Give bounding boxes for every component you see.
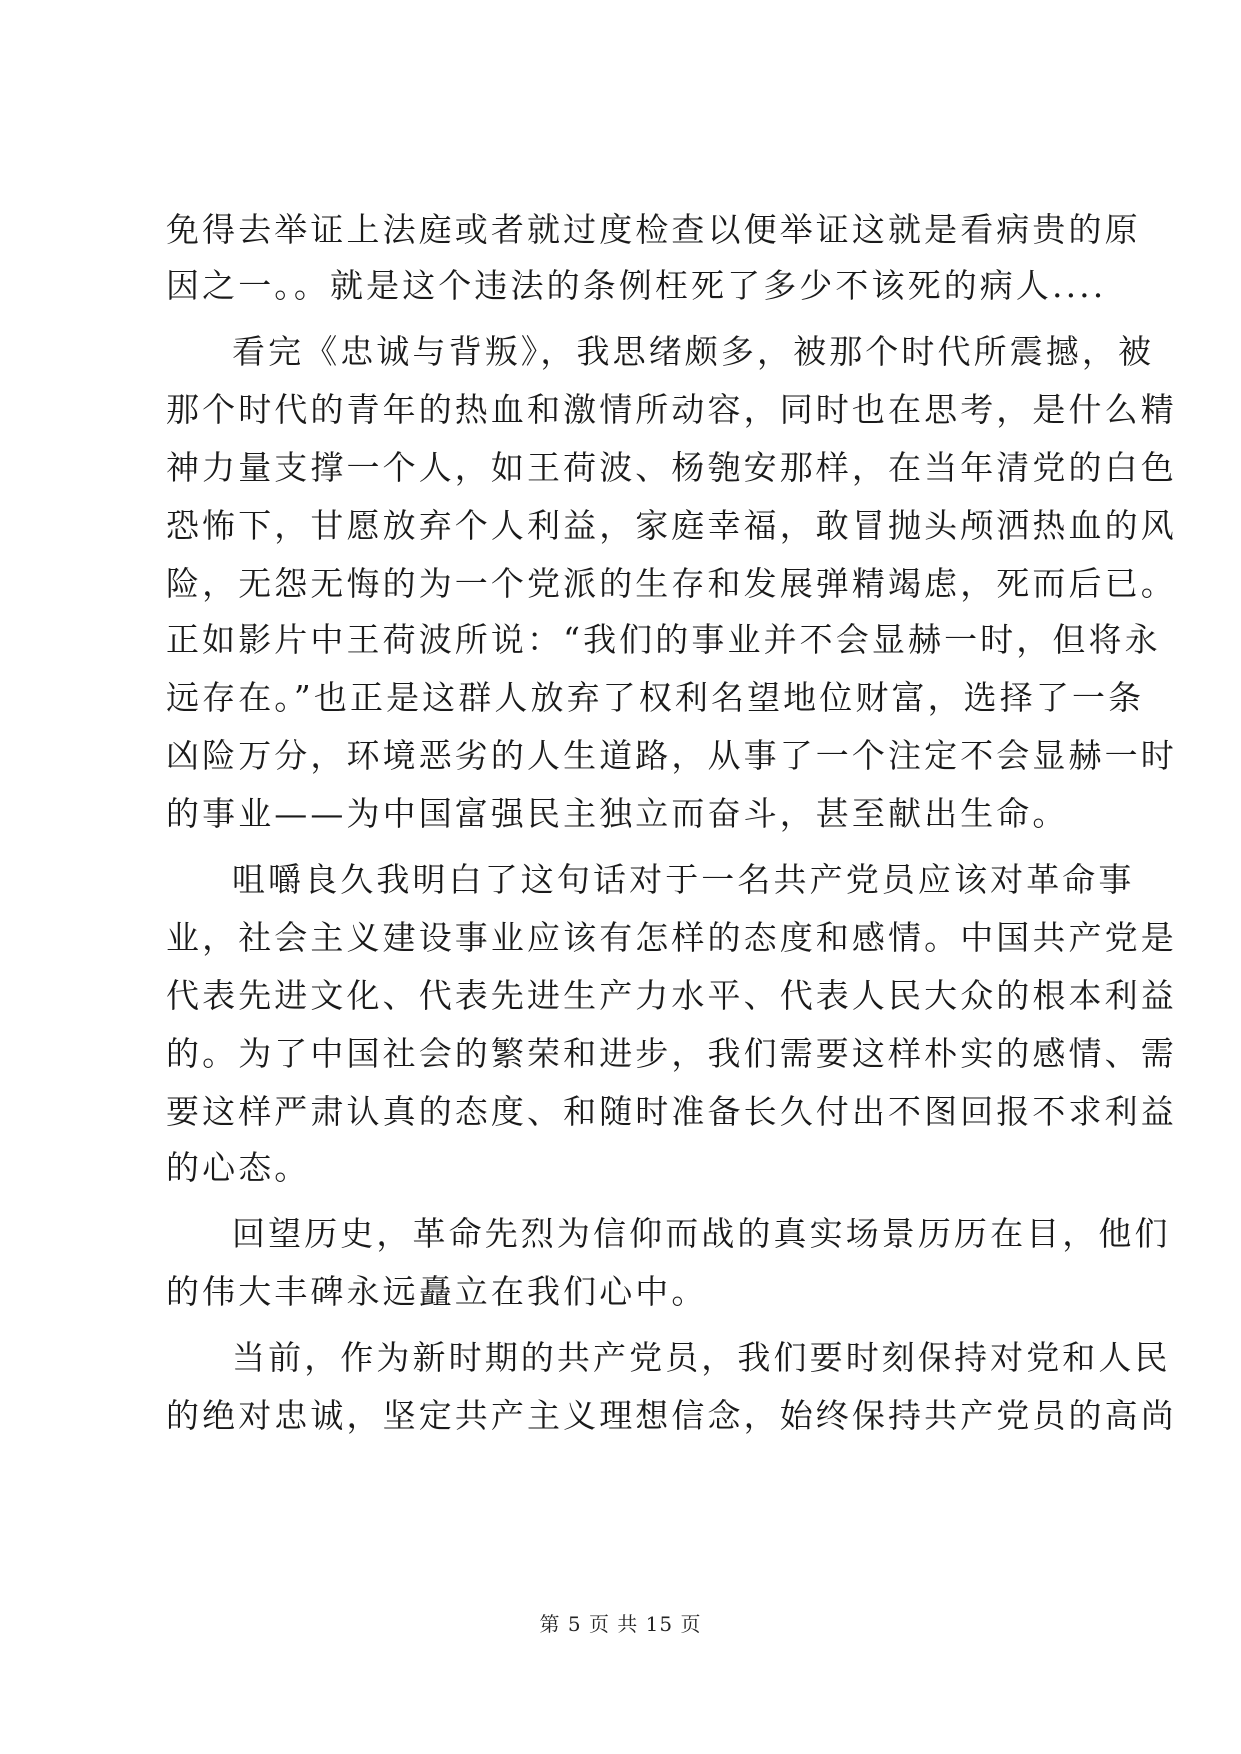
text-line: 免得去举证上法庭或者就过度检查以便举证这就是看病贵的原 <box>166 210 1141 249</box>
text-line: 正如影片中王荷波所说：“我们的事业并不会显赫一时，但将永 <box>166 620 1161 659</box>
text-line: 远存在。”也正是这群人放弃了权利名望地位财富，选择了一条 <box>166 678 1145 717</box>
text-line: 要这样严肃认真的态度、和随时准备长久付出不图回报不求利益 <box>166 1092 1177 1131</box>
text-line: 的事业——为中国富强民主独立而奋斗，甚至献出生命。 <box>166 794 1069 833</box>
text-line: 那个时代的青年的热血和激情所动容，同时也在思考，是什么精 <box>166 390 1177 429</box>
page-number-footer: 第 5 页 共 15 页 <box>539 1612 702 1636</box>
text-line: 业，社会主义建设事业应该有怎样的态度和感情。中国共产党是 <box>166 918 1177 957</box>
text-line: 代表先进文化、代表先进生产力水平、代表人民大众的根本利益 <box>166 976 1177 1015</box>
paragraph-first-line: 咀嚼良久我明白了这句话对于一名共产党员应该对革命事 <box>232 860 1135 899</box>
text-line: 险，无怨无悔的为一个党派的生存和发展弹精竭虑，死而后已。 <box>166 564 1177 603</box>
text-line: 的心态。 <box>166 1148 311 1187</box>
text-line: 神力量支撑一个人，如王荷波、杨匏安那样，在当年清党的白色 <box>166 448 1177 487</box>
paragraph-first-line: 当前，作为新时期的共产党员，我们要时刻保持对党和人民 <box>232 1338 1171 1377</box>
text-line: 恐怖下，甘愿放弃个人利益，家庭幸福，敢冒抛头颅洒热血的风 <box>166 506 1177 545</box>
paragraph-first-line: 回望历史，革命先烈为信仰而战的真实场景历历在目，他们 <box>232 1214 1171 1253</box>
text-line: 的绝对忠诚，坚定共产主义理想信念，始终保持共产党员的高尚 <box>166 1396 1177 1435</box>
text-line: 凶险万分，环境恶劣的人生道路，从事了一个注定不会显赫一时 <box>166 736 1177 775</box>
text-line: 因之一。。就是这个违法的条例枉死了多少不该死的病人.... <box>166 266 1107 305</box>
paragraph-first-line: 看完《忠诚与背叛》，我思绪颇多，被那个时代所震撼，被 <box>232 332 1155 371</box>
text-line: 的。为了中国社会的繁荣和进步，我们需要这样朴实的感情、需 <box>166 1034 1177 1073</box>
text-line: 的伟大丰碑永远矗立在我们心中。 <box>166 1272 708 1311</box>
